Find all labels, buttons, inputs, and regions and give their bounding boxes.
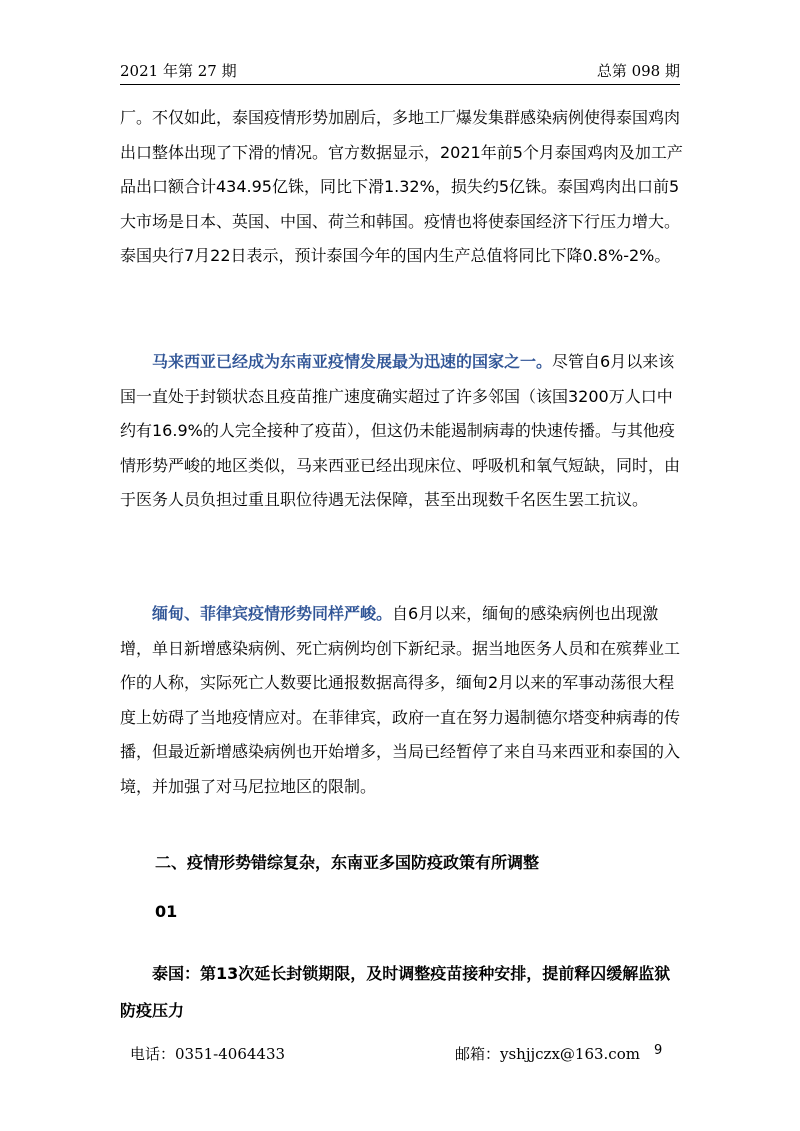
subsection-number: 01 xyxy=(155,902,178,921)
section-heading: 二、疫情形势错综复杂，东南亚多国防疫政策有所调整 xyxy=(155,853,540,872)
page-footer xyxy=(0,1043,800,1067)
paragraph-malaysia xyxy=(120,345,686,518)
page-number: 9 xyxy=(654,1043,663,1058)
page-header xyxy=(120,56,680,85)
paragraph-body-myanmar-philippines: 自6月以来，缅甸的感染病例也出现激增，单日新增感染病例、死亡病例均创下新纪录。据当地医务人员和在殡葬业工作的人称，实际死亡人数要比通报数据高得多，缅甸2月以来的军事动荡很大程度上妨碍了当地疫情应对。在菲律宾，政府一直在努力遏制德尔塔变种病毒的传播，但最近新增感染病例也开始增多，当局已经暂停了来自马来西亚和泰国的入境，并加强了对马尼拉地区的限制。 xyxy=(120,604,681,796)
paragraph-lead-malaysia: 马来西亚已经成为东南亚疫情发展最为迅速的国家之一。 xyxy=(152,352,553,371)
subsection-heading-thailand: 泰国：第13次延长封锁期限，及时调整疫苗接种安排，提前释囚缓解监狱防疫压力 xyxy=(120,964,671,1020)
contact-phone: 电话：0351-4064433 xyxy=(130,1045,286,1063)
issue-label: 2021 年第 27 期 xyxy=(120,62,237,80)
total-issue-label: 总第 098 期 xyxy=(596,62,680,80)
paragraph-thailand-economy: 厂。不仅如此，泰国疫情形势加剧后，多地工厂爆发集群感染病例使得泰国鸡肉出口整体出现了下滑的情况。官方数据显示，2021年前5个月泰国鸡肉及加工产品出口额合计434.95亿铢，同比下滑1.32%，损失约5亿铢。泰国鸡肉出口前5大市场是日本、英国、中国、荷兰和韩国。疫情也将使泰国经济下行压力增大。泰国央行7月22日表示，预计泰国今年的国内生产总值将同比下降0.8%-2%。 xyxy=(120,108,683,265)
paragraph-myanmar-philippines xyxy=(120,597,686,804)
paragraph-body-malaysia: 尽管自6月以来该国一直处于封锁状态且疫苗推广速度确实超过了许多邻国（该国3200万人口中约有16.9%的人完全接种了疫苗），但这仍未能遏制病毒的快速传播。与其他疫情形势严峻的地区类似，马来西亚已经出现床位、呼吸机和氧气短缺，同时，由于医务人员负担过重且职位待遇无法保障，甚至出现数千名医生罢工抗议。 xyxy=(120,352,681,509)
paragraph-lead-myanmar-philippines: 缅甸、菲律宾疫情形势同样严峻。 xyxy=(152,604,393,623)
contact-email: 邮箱：yshjjczx@163.com xyxy=(455,1045,640,1063)
